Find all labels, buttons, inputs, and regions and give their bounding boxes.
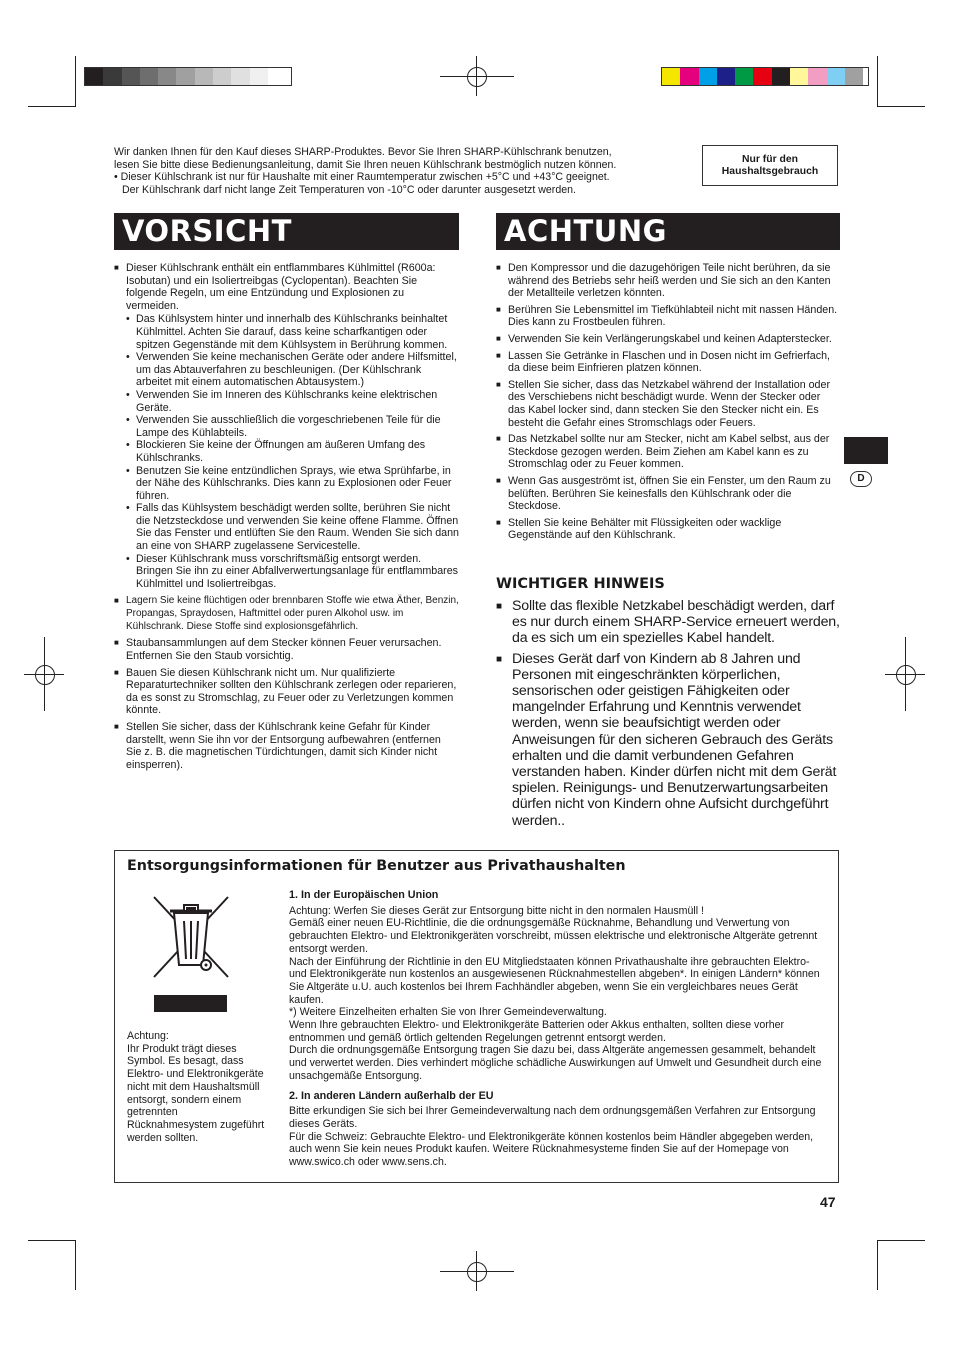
list-item: • Verwenden Sie keine mechanischen Geräte oder andere Hilfsmittel, um das Abtauverfahren zu beschleunigen. (Der Kühlschrank arbeitet mit einem automatischen Abtausystem.) <box>126 351 459 389</box>
non-eu-text: Bitte erkundigen Sie sich bei Ihrer Gemeindeverwaltung nach dem ordnungsgemäßen Verfahren zur Entsorgung dieses Geräts. Für die Schweiz: Gebrauchte Elektro- und Elektronikgeräte können kostenlos beim Händler abgegeben werden, auch wenn Sie kein neues Produkt kaufen. Weitere Rücknahmesysteme finden Sie auf der Homepage von www.swico.ch oder www.sens.ch. <box>289 1105 816 1169</box>
disposal-details <box>289 889 829 1169</box>
color-swatch <box>717 68 735 85</box>
vorsicht-section <box>114 262 459 775</box>
color-swatch <box>85 68 103 85</box>
color-swatch <box>250 68 268 85</box>
color-swatch <box>790 68 808 85</box>
intro-line: Der Kühlschrank darf nicht lange Zeit Temperaturen von -10°C oder darunter ausgesetzt werden. <box>122 183 576 196</box>
list-item: • Blockieren Sie keine der Öffnungen am äußeren Umfang des Kühlschranks. <box>126 439 459 464</box>
achtung-section <box>496 262 840 546</box>
eu-text: Achtung: Werfen Sie dieses Gerät zur Entsorgung bitte nicht in den normalen Hausmüll ! Gemäß einer neuen EU-Richtlinie, die die ordnungsgemäße Rücknahme, Behandlung und Verwertung von gebrauchten Elektro- und Elektronikgeräten vorschreibt, müssen elektrische und elektronische Altgeräte getrennt entsorgt werden. Nach der Einführung der Richtlinie in den EU Mitgliedstaaten können Privathaushalte ihre gebrauchten Elektro- und Elektronikgeräte nun kostenlos an ausgewiesenen Rücknahmestellen abgeben*. In einigen Ländern* können Sie Altgeräte u.U. auch kostenlos bei Ihrem Fachhändler abgeben, wenn Sie ein vergleichbares neues Gerät kaufen. *) Weitere Einzelheiten erhalten Sie von Ihrer Gemeindeverwaltung. Wenn Ihre gebrauchten Elektro- und Elektronikgeräte Batterien oder Akkus enthalten, sollten diese vorher entnommen und gemäß örtlich geltenden Regelungen getrennt entsorgt werden. Durch die ordnungsgemäße Entsorgung tragen Sie dazu bei, dass Altgeräte angemessen gesammelt, behandelt und verwertet werden. Dies verhindert mögliche schädliche Auswirkungen auf Umwelt und Gesundheit durch eine unsachgemäße Entsorgung. <box>289 904 822 1082</box>
crop-mark <box>877 1240 925 1241</box>
color-swatch <box>231 68 249 85</box>
color-swatch <box>827 68 845 85</box>
intro-line: lesen Sie bitte diese Bedienungsanleitung, damit Sie Ihren neuen Kühlschrank bestmöglich nutzen können. <box>114 158 617 171</box>
list-item: ■ Stellen Sie sicher, dass der Kühlschrank keine Gefahr für Kinder darstellt, wenn Sie ihn vor der Entsorgung aufbewahren (entfernen Sie z. B. die magnetischen Türdichtungen, damit sich Kinder nicht einsperren). <box>114 721 459 771</box>
intro-text <box>114 146 694 196</box>
color-swatch <box>662 68 680 85</box>
important-notice-section <box>496 598 840 833</box>
list-item: ■ Berühren Sie Lebensmittel im Tiefkühlabteil nicht mit nassen Händen. Dies kann zu Frostbeulen führen. <box>496 304 840 329</box>
intro-line: • Dieser Kühlschrank ist nur für Haushalte mit einer Raumtemperatur zwischen +5°C und +43°C geeignet. <box>114 171 610 184</box>
page-number: 47 <box>820 1194 836 1210</box>
color-swatch <box>753 68 771 85</box>
list-item: ■ Bauen Sie diesen Kühlschrank nicht um. Nur qualifizierte Reparaturtechniker sollten den Kühlschrank zerlegen oder reparieren, da es sonst zu Stromschlag, zu Feuer oder zu Verletzungen kommen könnte. <box>114 667 459 717</box>
crop-mark <box>75 1240 76 1290</box>
list-item: ■ Dieser Kühlschrank enthält ein entflammbares Kühlmittel (R600a: Isobutan) und ein Isoliertreibgas (Cyclopentan). Beachten Sie folgende Regeln, um eine Entzündung und Explosionen zu vermeiden. • Das Kühlsystem hinter und innerhalb des Kühlschranks beinhaltet Kühlmittel. Achten Sie darauf, dass keine scharfkantigen oder spitzen Gegenstände mit dem Kühlsystem in Berührung kommen. • Verwenden Sie keine mechanischen Geräte oder andere Hilfsmittel, um das Abtauverfahren zu beschleunigen. (Der Kühlschrank arbeitet mit einem automatischen Abtausystem.) • Verwenden Sie im Inneren des Kühlschranks keine elektrischen Geräte. • Verwenden Sie ausschließlich die vorgeschriebenen Teile für die Lampe des Kühlabteils. • Blockieren Sie keine der Öffnungen am äußeren Umfang des Kühlschranks. • Benutzen Sie keine entzündlichen Sprays, wie etwa Sprühfarbe, in der Nähe des Kühlschranks. Dies kann zu Explosionen oder Feuer führen. • Falls das Kühlsystem beschädigt werden sollte, berühren Sie nicht die Netzsteckdose und verwenden Sie keine offene Flamme. Öffnen Sie das Fenster und entlüften Sie den Raum. Wenden Sie sich dann an eine von SHARP zugelassene Servicestelle. • Dieser Kühlschrank muss vorschriftsmäßig entsorgt werden. Bringen Sie ihn zu einer Abfallverwertungsanlage für entflammbares Kühlmittel und Isoliertreibgas. <box>114 262 459 590</box>
crop-mark <box>877 56 878 106</box>
vorsicht-heading: VORSICHT <box>114 213 459 250</box>
list-item: ■ Das Netzkabel sollte nur am Stecker, nicht am Kabel selbst, aus der Steckdose gezogen werden. Beim Ziehen am Kabel kann es zu Stromschlag oder zu Feuer kommen. <box>496 433 840 471</box>
disposal-heading: Entsorgungsinformationen für Benutzer aus Privathaushalten <box>127 858 626 874</box>
list-item: ■ Den Kompressor und die dazugehörigen Teile nicht berühren, da sie während des Betriebs sehr heiß werden und Sie sich an den Kanten der Metallteile verletzen könnten. <box>496 262 840 300</box>
color-swatch <box>268 68 286 85</box>
list-item: • Verwenden Sie im Inneren des Kühlschranks keine elektrischen Geräte. <box>126 389 459 414</box>
color-swatch <box>176 68 194 85</box>
grayscale-bar <box>84 67 292 86</box>
list-item: • Das Kühlsystem hinter und innerhalb des Kühlschranks beinhaltet Kühlmittel. Achten Sie darauf, dass keine scharfkantigen oder spitzen Gegenstände mit dem Kühlsystem in Berührung kommen. <box>126 313 459 351</box>
household-use-label: Nur für den Haushaltsgebrauch <box>721 153 819 177</box>
list-item: ■ Verwenden Sie kein Verlängerungskabel und keinen Adapterstecker. <box>496 333 840 346</box>
non-eu-heading: 2. In anderen Ländern außerhalb der EU <box>289 1089 494 1102</box>
list-item: ■ Staubansammlungen auf dem Stecker können Feuer verursachen. Entfernen Sie den Staub vorsichtig. <box>114 637 459 662</box>
color-control-bar <box>661 67 869 86</box>
crop-mark <box>28 106 76 107</box>
eu-heading: 1. In der Europäischen Union <box>289 889 439 901</box>
household-use-badge <box>702 145 838 186</box>
color-swatch <box>140 68 158 85</box>
color-swatch <box>195 68 213 85</box>
color-swatch <box>808 68 826 85</box>
color-swatch <box>735 68 753 85</box>
achtung-heading: ACHTUNG <box>496 213 840 250</box>
list-item: • Verwenden Sie ausschließlich die vorgeschriebenen Teile für die Lampe des Kühlabteils. <box>126 414 459 439</box>
list-item: ■ Sollte das flexible Netzkabel beschädigt werden, darf es nur durch einem SHARP-Service erneuert werden, da es sich um ein spezielles Kabel handelt. <box>496 598 840 647</box>
crop-mark <box>877 106 925 107</box>
color-swatch <box>772 68 790 85</box>
list-item: ■ Stellen Sie keine Behälter mit Flüssigkeiten oder wacklige Gegenstände auf den Kühlschrank. <box>496 517 840 542</box>
section-thumb-tab <box>844 437 888 464</box>
crop-mark <box>28 1240 76 1241</box>
crossed-out-bin-icon <box>150 893 232 981</box>
list-item: ■ Dieses Gerät darf von Kindern ab 8 Jahren und Personen mit eingeschränkten körperlichen, sensorischen oder geistigen Fähigkeiten oder mangelnder Erfahrung und Kenntnis verwendet werden, wenn sie beaufsichtigt werden oder Anweisungen für den sicheren Gebrauch des Geräts erhalten und die damit verbundenen Gefahren verstanden haben. Kinder dürfen nicht mit dem Gerät spielen. Reinigungs- und Benutzerwartungsarbeiten dürfen nicht von Kindern ohne Aufsicht durchgeführt werden.. <box>496 651 840 829</box>
color-swatch <box>122 68 140 85</box>
color-swatch <box>680 68 698 85</box>
language-badge: D <box>850 471 872 487</box>
bin-underline-bar <box>154 995 227 1012</box>
color-swatch <box>699 68 717 85</box>
list-item: • Falls das Kühlsystem beschädigt werden sollte, berühren Sie nicht die Netzsteckdose und verwenden Sie keine offene Flamme. Öffnen Sie das Fenster und entlüften Sie den Raum. Wenden Sie sich dann an eine von SHARP zugelassene Servicestelle. <box>126 502 459 552</box>
crop-mark <box>75 56 76 106</box>
list-item: ■ Lagern Sie keine flüchtigen oder brennbaren Stoffe wie etwa Äther, Benzin, Propangas, Spraydosen, Haftmittel oder puren Alkohol usw. im Kühlschrank. Diese Stoffe sind explosionsgefährlich. <box>114 594 459 633</box>
list-item: ■ Lassen Sie Getränke in Flaschen und in Dosen nicht im Gefrierfach, da diese beim Einfrieren platzen können. <box>496 350 840 375</box>
color-swatch <box>213 68 231 85</box>
intro-line: Wir danken Ihnen für den Kauf dieses SHARP-Produktes. Bevor Sie Ihren SHARP-Kühlschrank benutzen, <box>114 146 612 158</box>
list-item: ■ Wenn Gas ausgeströmt ist, öffnen Sie ein Fenster, um den Raum zu belüften. Berühren Sie keinesfalls den Kühlschrank oder die Steckdose. <box>496 475 840 513</box>
list-item: ■ Stellen Sie sicher, dass das Netzkabel während der Installation oder des Verschiebens nicht beschädigt wurde. Wenn der Stecker oder das Kabel locker sind, dann stecken Sie den Stecker nicht ein. Es besteht die Gefahr eines Stromschlags oder Feuers. <box>496 379 840 429</box>
list-item: • Benutzen Sie keine entzündlichen Sprays, wie etwa Sprühfarbe, in der Nähe des Kühlschranks. Dies kann zu Explosionen oder Feuer führen. <box>126 465 459 503</box>
color-swatch <box>158 68 176 85</box>
sub-list <box>126 313 459 590</box>
list-item: • Dieser Kühlschrank muss vorschriftsmäßig entsorgt werden. Bringen Sie ihn zu einer Abfallverwertungsanlage für entflammbares Kühlmittel und Isoliertreibgas. <box>126 553 459 591</box>
color-swatch <box>845 68 863 85</box>
important-notice-heading: WICHTIGER HINWEIS <box>496 576 665 592</box>
disposal-symbol-note: Achtung: Ihr Produkt trägt dieses Symbol. Es besagt, dass Elektro- und Elektronikgeräte nicht mit dem Haushaltsmüll entsorgt, sondern einem getrennten Rücknahmesystem zugeführt werden sollten. <box>127 1030 265 1144</box>
crop-mark <box>877 1240 878 1290</box>
color-swatch <box>103 68 121 85</box>
